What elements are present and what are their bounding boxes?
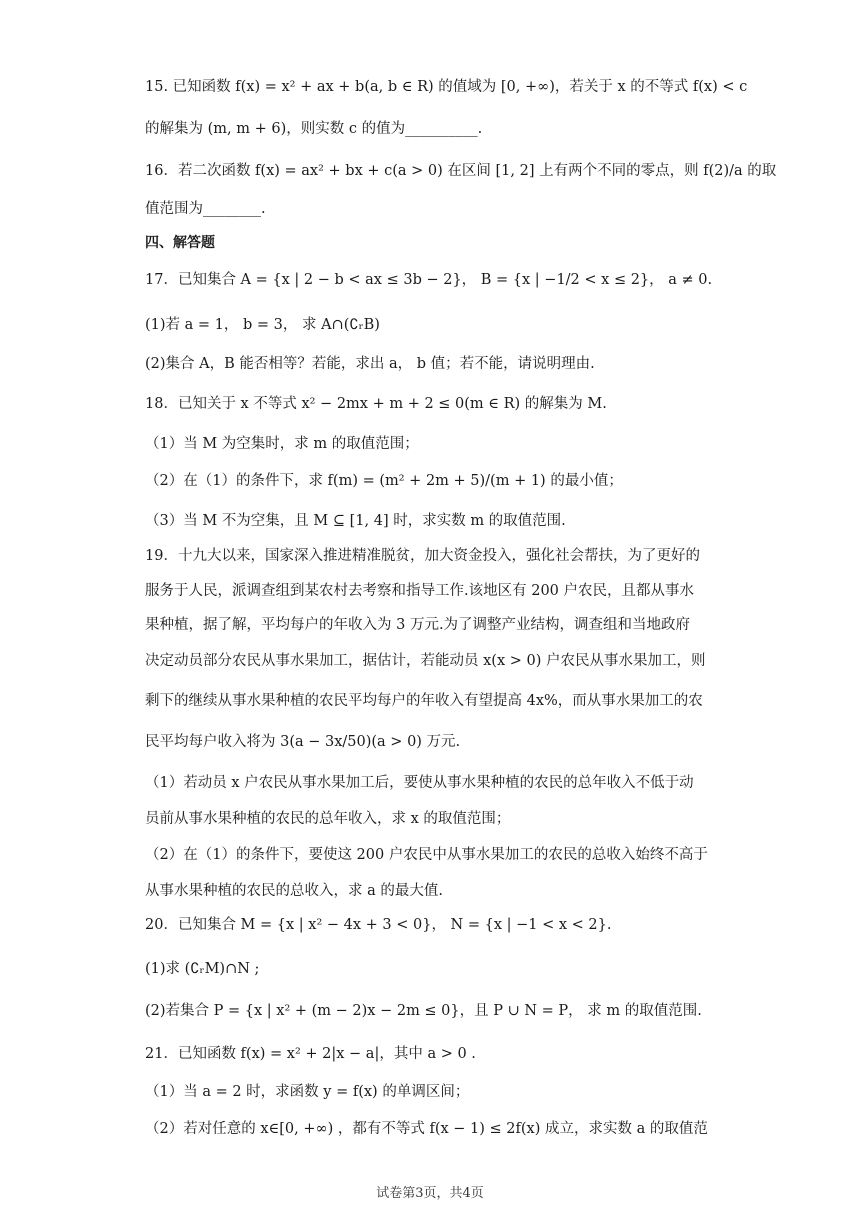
- question-20-part-2: (2)若集合 P = {x | x² + (m − 2)x − 2m ≤ 0}，且 P ∪ N = P， 求 m 的取值范围.: [145, 1003, 702, 1019]
- question-19-part-2-line-2: 从事水果种植的农民的总收入，求 a 的最大值.: [145, 883, 443, 899]
- question-19-line-6: 民平均每户收入将为 3(a − 3x/50)(a > 0) 万元.: [145, 734, 461, 750]
- question-18-part-3: （3）当 M 不为空集，且 M ⊆ [1, 4] 时，求实数 m 的取值范围.: [145, 513, 566, 529]
- question-19-part-2-line-1: （2）在（1）的条件下，要使这 200 户农民中从事水果加工的农民的总收入始终不高于: [145, 847, 708, 863]
- question-17-part-2: (2)集合 A，B 能否相等？若能，求出 a， b 值；若不能，请说明理由.: [145, 356, 595, 372]
- question-21-part-1: （1）当 a = 2 时，求函数 y = f(x) 的单调区间；: [145, 1084, 470, 1100]
- question-19-line-5: 剩下的继续从事水果种植的农民平均每户的年收入有望提高 4x%，而从事水果加工的农: [145, 693, 703, 709]
- question-17-part-1: (1)若 a = 1， b = 3， 求 A∩(∁ᵣB): [145, 317, 380, 333]
- question-19-line-4: 决定动员部分农民从事水果加工，据估计，若能动员 x(x > 0) 户农民从事水果加工，则: [145, 653, 706, 669]
- question-15-line-1: 15. 已知函数 f(x) = x² + ax + b(a, b ∈ R) 的值域为 [0, +∞)，若关于 x 的不等式 f(x) < c: [145, 79, 748, 95]
- question-16-line-1: 16．若二次函数 f(x) = ax² + bx + c(a > 0) 在区间 [1, 2] 上有两个不同的零点，则 f(2)/a 的取: [145, 163, 777, 179]
- question-16-line-2: 值范围为________.: [145, 201, 266, 217]
- question-18-part-1: （1）当 M 为空集时，求 m 的取值范围；: [145, 436, 419, 452]
- question-17: 17．已知集合 A = {x | 2 − b < ax ≤ 3b − 2}， B = {x | −1/2 < x ≤ 2}， a ≠ 0.: [145, 272, 713, 288]
- question-18-part-2: （2）在（1）的条件下，求 f(m) = (m² + 2m + 5)/(m + 1) 的最小值；: [145, 473, 623, 489]
- page-footer: 试卷第3页，共4页: [376, 1186, 484, 1201]
- question-19-part-1-line-2: 员前从事水果种植的农民的总年收入，求 x 的取值范围；: [145, 811, 511, 827]
- question-19-line-3: 果种植，据了解，平均每户的年收入为 3 万元.为了调整产业结构，调查组和当地政府: [145, 617, 691, 633]
- question-18: 18．已知关于 x 不等式 x² − 2mx + m + 2 ≤ 0(m ∈ R) 的解集为 M.: [145, 396, 607, 412]
- question-19-part-1-line-1: （1）若动员 x 户农民从事水果加工后，要使从事水果种植的农民的总年收入不低于动: [145, 775, 694, 791]
- question-19-line-1: 19．十九大以来，国家深入推进精准脱贫，加大资金投入，强化社会帮扶，为了更好的: [145, 548, 700, 564]
- question-15-line-2: 的解集为 (m, m + 6)，则实数 c 的值为__________.: [145, 121, 483, 137]
- question-20: 20．已知集合 M = {x | x² − 4x + 3 < 0}， N = {x | −1 < x < 2}.: [145, 917, 612, 933]
- section-heading-answers: 四、解答题: [145, 235, 215, 251]
- question-21: 21．已知函数 f(x) = x² + 2|x − a|，其中 a > 0 .: [145, 1046, 476, 1062]
- question-19-line-2: 服务于人民，派调查组到某农村去考察和指导工作.该地区有 200 户农民，且都从事水: [145, 583, 695, 599]
- question-21-part-2: （2）若对任意的 x∈[0, +∞) ，都有不等式 f(x − 1) ≤ 2f(x) 成立，求实数 a 的取值范: [145, 1121, 708, 1137]
- question-20-part-1: (1)求 (∁ᵣM)∩N ;: [145, 961, 260, 977]
